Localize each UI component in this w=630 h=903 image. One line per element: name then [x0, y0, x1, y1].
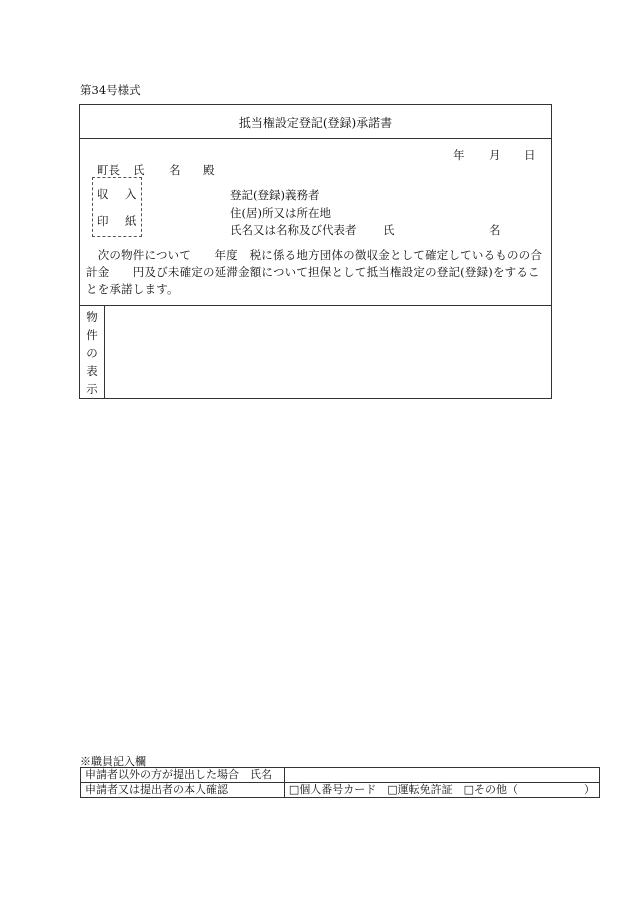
form-number: 第34号様式: [80, 83, 141, 97]
property-label-char: 表: [86, 364, 98, 378]
property-label: [80, 308, 104, 398]
staff-row-label: 申請者以外の方が提出した場合 氏名: [81, 768, 285, 783]
staff-row-value[interactable]: □個人番号カード □運転免許証 □その他（ ）: [284, 783, 599, 798]
staff-table: [80, 767, 600, 798]
property-label-char: 物: [86, 310, 98, 324]
obligor-label: 登記(登録)義務者: [230, 188, 320, 202]
obligor-shi: 氏: [383, 223, 395, 237]
staff-row-label: 申請者又は提出者の本人確認: [81, 783, 285, 798]
staff-section-heading: ※職員記入欄: [80, 755, 146, 768]
obligor-name-label: 氏名又は名称及び代表者: [230, 223, 357, 237]
form-title: 抵当権設定登記(登録)承諾書: [238, 116, 393, 130]
consent-statement: 次の物件について 年度 税に係る地方団体の徴収金として確定しているものの合計金 円及び未確定の延滞金額について担保として抵当権設定の登記(登録)をすることを承諾します。: [86, 248, 543, 296]
title-divider: [79, 138, 552, 139]
date-day: 日: [524, 148, 536, 162]
date-year: 年: [453, 148, 465, 162]
table-row: [81, 783, 600, 798]
date-month: 月: [489, 148, 501, 162]
addressee-shi: 氏: [133, 163, 145, 177]
staff-row-value[interactable]: [284, 768, 599, 783]
stamp-char-3: 印: [97, 214, 109, 228]
table-row: [81, 768, 600, 783]
stamp-char-4: 紙: [125, 214, 137, 228]
property-label-divider: [104, 305, 105, 399]
obligor-address-label: 住(居)所又は所在地: [230, 206, 331, 220]
addressee-mei: 名: [169, 163, 181, 177]
property-label-char: 示: [86, 382, 98, 396]
property-divider: [79, 305, 552, 306]
addressee-town-head: 町長: [97, 163, 120, 177]
stamp-char-1: 収: [97, 187, 109, 201]
property-content-area[interactable]: [110, 312, 546, 392]
obligor-mei: 名: [489, 223, 501, 237]
stamp-char-2: 入: [125, 187, 137, 201]
property-label-char: 件: [86, 328, 98, 342]
addressee-dono: 殿: [203, 163, 215, 177]
property-label-char: の: [86, 346, 98, 360]
